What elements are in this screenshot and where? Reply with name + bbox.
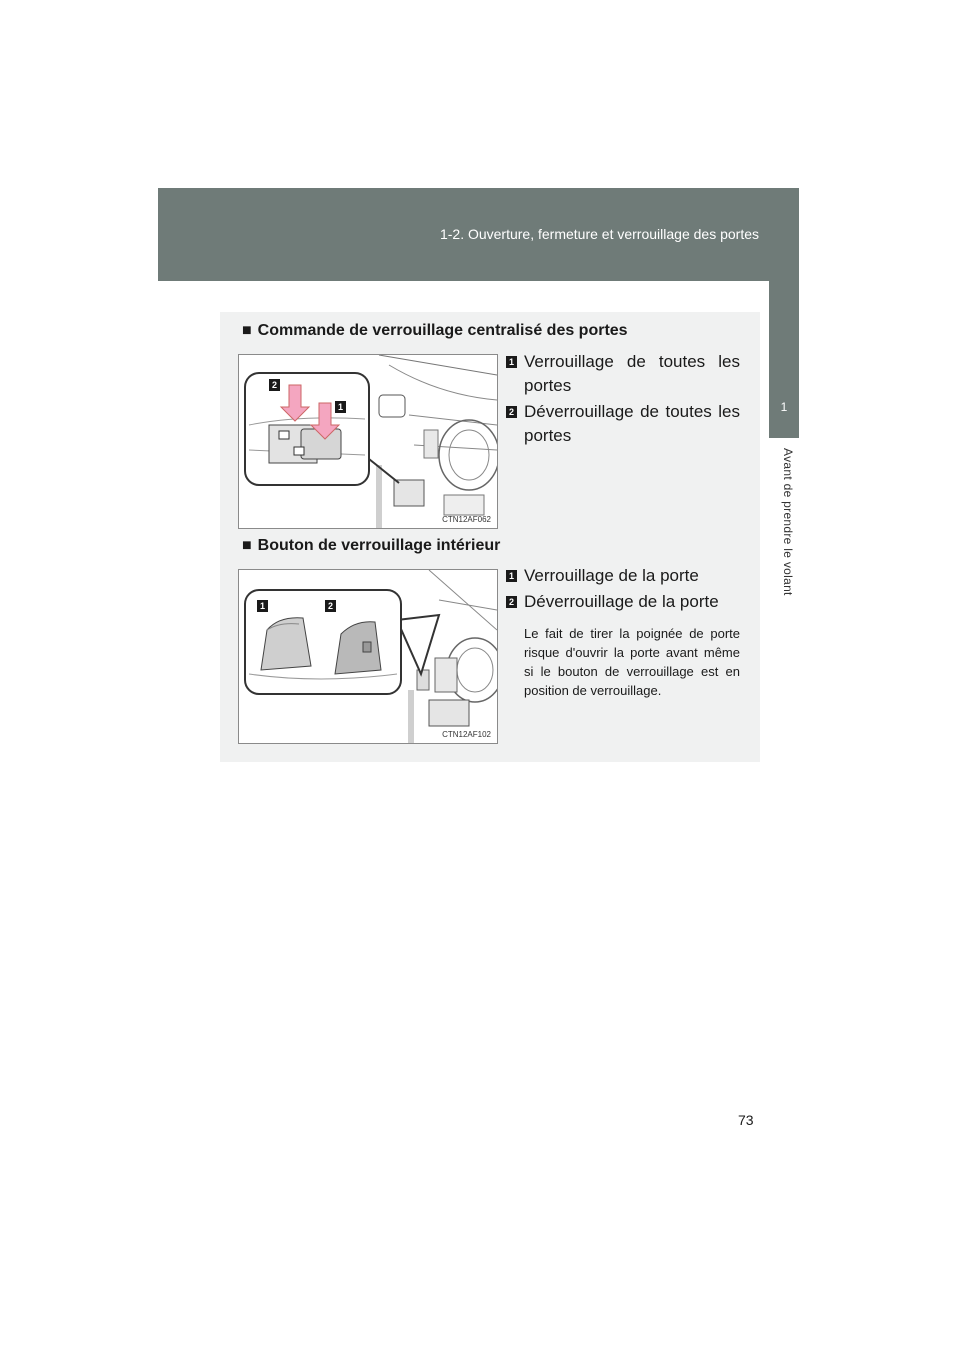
item-text: Verrouillage de toutes les portes (524, 352, 740, 395)
item-text: Verrouillage de la porte (524, 566, 699, 585)
figure-code: CTN12AF062 (442, 515, 491, 524)
heading-text: Bouton de verrouillage intérieur (257, 537, 501, 554)
figure-interior-lock-button (238, 569, 498, 744)
section-heading-interior-lock (242, 537, 500, 555)
item-text: Déverrouillage de toutes les portes (524, 402, 740, 445)
figure-badge-1: 1 (257, 600, 268, 612)
section-title: 1-2. Ouverture, fermeture et verrouillage des portes (439, 226, 759, 242)
item-list-interior-lock (506, 564, 740, 616)
list-item (506, 564, 740, 588)
heading-marker: ■ (242, 537, 252, 554)
chapter-number: 1 (780, 400, 788, 414)
page-number: 73 (738, 1112, 754, 1128)
header-band (158, 188, 799, 281)
item-text: Déverrouillage de la porte (524, 592, 719, 611)
item-list-central-lock (506, 350, 740, 450)
item-badge: 1 (506, 356, 517, 368)
figure-code: CTN12AF102 (442, 730, 491, 739)
chapter-tab (769, 188, 799, 438)
item-badge: 2 (506, 406, 517, 418)
list-item (506, 350, 740, 398)
heading-text: Commande de verrouillage centralisé des portes (257, 322, 628, 339)
figure-badge-1: 1 (335, 401, 346, 413)
heading-marker: ■ (242, 322, 252, 339)
figure-badge-2: 2 (325, 600, 336, 612)
section-heading-central-lock (242, 322, 628, 340)
figure-badge-2: 2 (269, 379, 280, 391)
note-text: Le fait de tirer la poignée de porte risque d'ouvrir la porte avant même si le bouton de verrouillage est en position de verrouillage. (524, 626, 740, 698)
chapter-label: Avant de prendre le volant (781, 448, 795, 596)
list-item (506, 590, 740, 614)
content-box (220, 312, 760, 762)
list-item (506, 400, 740, 448)
figure-central-lock-switch (238, 354, 498, 529)
interior-lock-illustration (239, 570, 497, 743)
item-badge: 1 (506, 570, 517, 582)
item-badge: 2 (506, 596, 517, 608)
